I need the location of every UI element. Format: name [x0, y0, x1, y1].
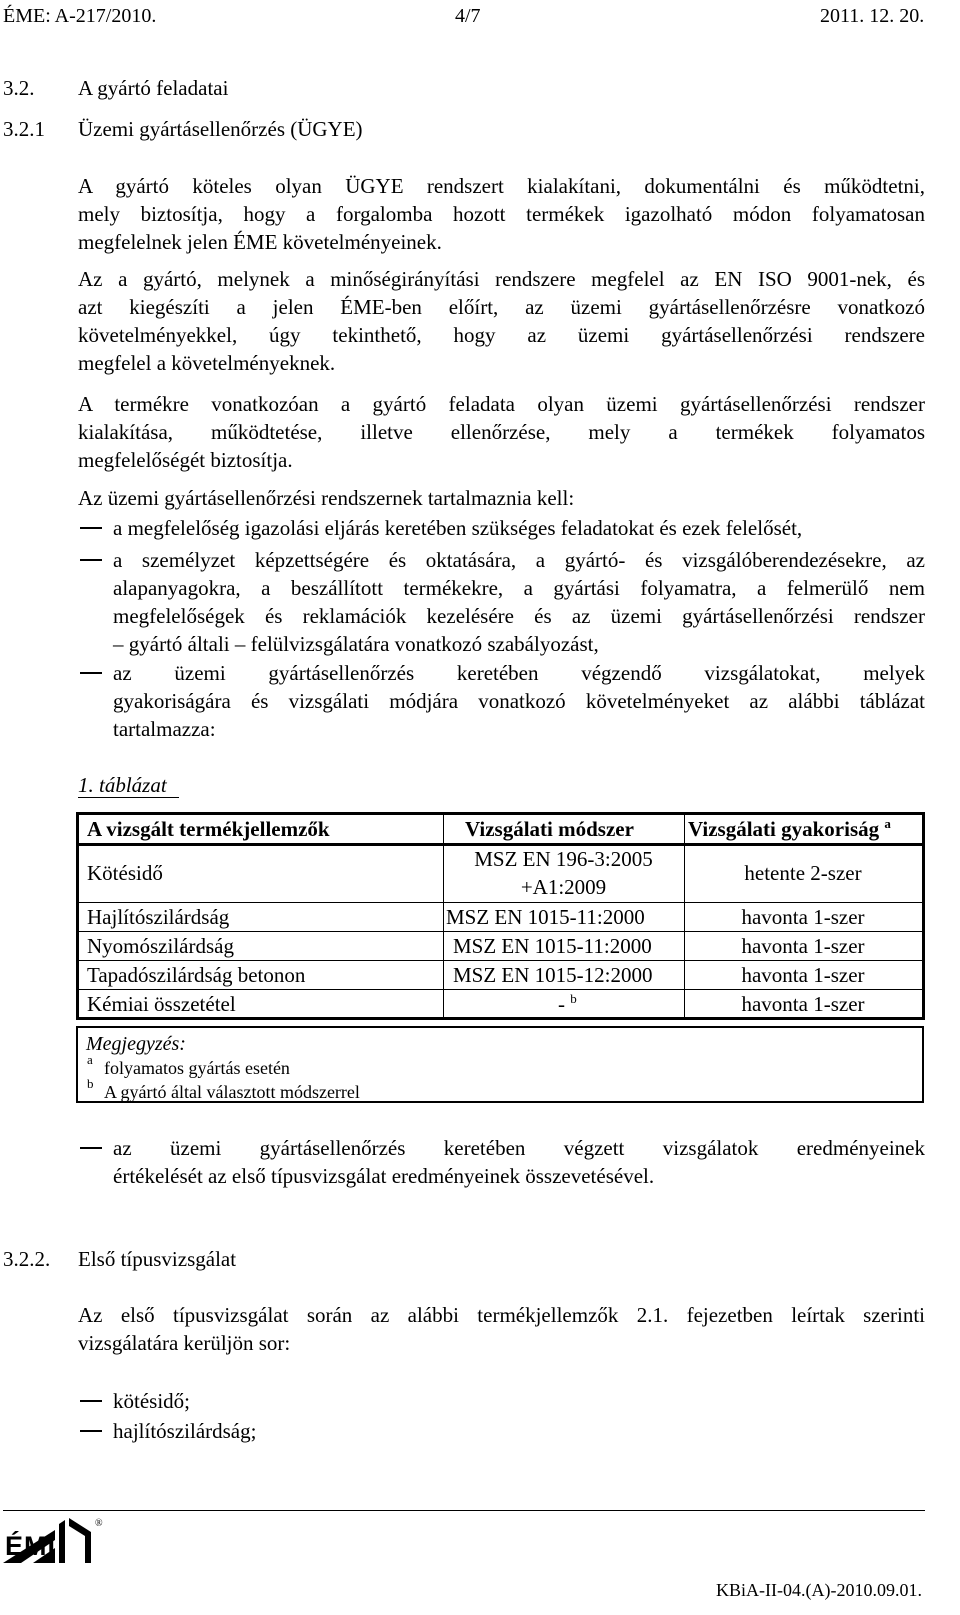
- paragraph-1: [78, 172, 925, 256]
- table-border: [76, 812, 79, 1019]
- note-mark-a: a: [87, 1052, 93, 1067]
- table-header-frequency: [688, 816, 891, 842]
- table-rule: [443, 812, 444, 1018]
- table-caption: 1. táblázat: [78, 773, 167, 797]
- dash-bullet: [80, 672, 102, 674]
- text-line: vizsgálatára kerüljön sor:: [78, 1331, 291, 1355]
- text-line: a személyzet képzettségére és oktatására, a gyártó- és vizsgálóberendezésekre, az: [113, 548, 925, 572]
- subsection-number: 3.2.2.: [3, 1247, 51, 1271]
- text-line: kialakítása, működtetése, illetve ellenőrzése, mely a termékek folyamatos: [78, 420, 925, 444]
- text-line: az üzemi gyártásellenőrzés keretében végzett vizsgálatok eredményeinek: [113, 1136, 925, 1160]
- table-cell-property: Kémiai összetétel: [87, 992, 236, 1016]
- footnote-mark: a: [884, 816, 891, 831]
- table-header-property: A vizsgált termékjellemzők: [87, 817, 330, 841]
- text-line: megfelelőségek és reklamációk kezelésére és az üzemi gyártásellenőrzési rendszer: [113, 604, 925, 628]
- text-line: tartalmazza:: [113, 717, 216, 741]
- footer-code: KBiA-II-04.(A)-2010.09.01.: [716, 1580, 922, 1600]
- table-cell-method: MSZ EN 196-3:2005: [474, 847, 653, 871]
- dash-bullet: [80, 1400, 102, 1402]
- table-cell-property: Tapadószilárdság betonon: [87, 963, 306, 987]
- text-line: értékelését az első típusvizsgálat eredményeinek összevetésével.: [113, 1164, 655, 1188]
- text-line: a megfelelőség igazolási eljárás keretében szükséges feladatokat és ezek felelősét,: [113, 516, 803, 540]
- text-line: mely biztosítja, hogy a forgalomba hozott termékek igazolható módon folyamatosan: [78, 202, 925, 226]
- header-doc-id: ÉME: A-217/2010.: [3, 5, 157, 27]
- table-cell-frequency: havonta 1-szer: [741, 963, 865, 987]
- text-line: követelményekkel, úgy tekinthető, hogy az üzemi gyártásellenőrzési rendszere: [78, 323, 925, 347]
- text-line: megfelelnek jelen ÉME követelményeinek.: [78, 230, 442, 254]
- header-text: Vizsgálati gyakoriság: [688, 817, 880, 841]
- table-border: [922, 812, 925, 1019]
- text-line: Az a gyártó, melynek a minőségirányítási rendszere megfelel az EN ISO 9001-nek, és: [78, 267, 925, 291]
- table-border: [76, 812, 925, 815]
- table-header-method: Vizsgálati módszer: [465, 817, 634, 841]
- table-cell-method: MSZ EN 1015-12:2000: [453, 963, 653, 987]
- text-line: A termékre vonatkozóan a gyártó feladata olyan üzemi gyártásellenőrzési rendszer: [78, 392, 925, 416]
- header-page-number: 4/7: [455, 5, 481, 27]
- text-line: gyakoriságára és vizsgálati módjára vonatkozó követelményeket az alábbi táblázat: [113, 689, 925, 713]
- note-text-a: folyamatos gyártás esetén: [104, 1058, 290, 1078]
- table-cell-method: MSZ EN 1015-11:2000: [453, 934, 652, 958]
- list-item: [113, 546, 925, 658]
- paragraph-3: [78, 390, 925, 474]
- list-item: kötésidő;: [113, 1389, 190, 1413]
- dash-bullet: [80, 559, 102, 561]
- table-cell-method: [558, 991, 577, 1017]
- dash-bullet: [80, 527, 102, 529]
- table-border: [76, 1017, 925, 1020]
- text-line: megfelelőségét biztosítja.: [78, 448, 293, 472]
- section-number: 3.2.: [3, 76, 35, 100]
- table-cell-method: MSZ EN 1015-11:2000: [446, 905, 645, 929]
- logo-text: ÉMI: [5, 1531, 57, 1561]
- list-item: hajlítószilárdság;: [113, 1419, 257, 1443]
- registered-mark: ®: [95, 1518, 103, 1529]
- text-line: A gyártó köteles olyan ÜGYE rendszert kialakítani, dokumentálni és működtetni,: [78, 174, 925, 198]
- subsection-number: 3.2.1: [3, 117, 45, 141]
- header-date: 2011. 12. 20.: [820, 5, 925, 27]
- table-cell-frequency: hetente 2-szer: [744, 861, 862, 885]
- dash-bullet: [80, 1430, 102, 1432]
- table-cell-property: Hajlítószilárdság: [87, 905, 230, 929]
- list-item: [113, 659, 925, 743]
- table-cell-frequency: havonta 1-szer: [741, 992, 865, 1016]
- footer-rule: [3, 1510, 925, 1511]
- footnote-mark: b: [570, 991, 577, 1006]
- text-line: – gyártó általi – felülvizsgálatára vonatkozó szabályozást,: [113, 632, 599, 656]
- note-mark-b: b: [87, 1076, 94, 1091]
- note-title: Megjegyzés:: [86, 1033, 186, 1055]
- list-item: [113, 1134, 925, 1190]
- paragraph-4: Az üzemi gyártásellenőrzési rendszernek tartalmaznia kell:: [78, 486, 575, 510]
- subsection-title: Első típusvizsgálat: [78, 1247, 237, 1271]
- caption-underline: [78, 797, 179, 798]
- table-cell-property: Kötésidő: [87, 861, 163, 885]
- text-line: azt kiegészíti a jelen ÉME-ben előírt, az üzemi gyártásellenőrzésre vonatkozó: [78, 295, 925, 319]
- note-text-b: A gyártó által választott módszerrel: [104, 1082, 360, 1102]
- subsection-title: Üzemi gyártásellenőrzés (ÜGYE): [78, 117, 363, 141]
- dash-bullet: [80, 1147, 102, 1149]
- text-line: az üzemi gyártásellenőrzés keretében végzendő vizsgálatokat, melyek: [113, 661, 925, 685]
- text-line: alapanyagokra, a beszállított termékekre, a gyártási folyamatra, a felmerülő nem: [113, 576, 925, 600]
- table-cell-frequency: havonta 1-szer: [741, 905, 865, 929]
- text-line: megfelel a követelményeknek.: [78, 351, 336, 375]
- paragraph-3-2-2: [78, 1301, 925, 1357]
- list-item: [113, 514, 925, 542]
- table-cell-property: Nyomószilárdság: [87, 934, 234, 958]
- text-line: Az első típusvizsgálat során az alábbi termékjellemzők 2.1. fejezetben leírtak szerinti: [78, 1303, 925, 1327]
- method-dash: -: [558, 992, 565, 1016]
- emi-logo: [3, 1518, 103, 1563]
- table-cell-frequency: havonta 1-szer: [741, 934, 865, 958]
- table-cell-method: +A1:2009: [520, 875, 607, 899]
- section-title: A gyártó feladatai: [78, 76, 229, 100]
- paragraph-2: [78, 265, 925, 377]
